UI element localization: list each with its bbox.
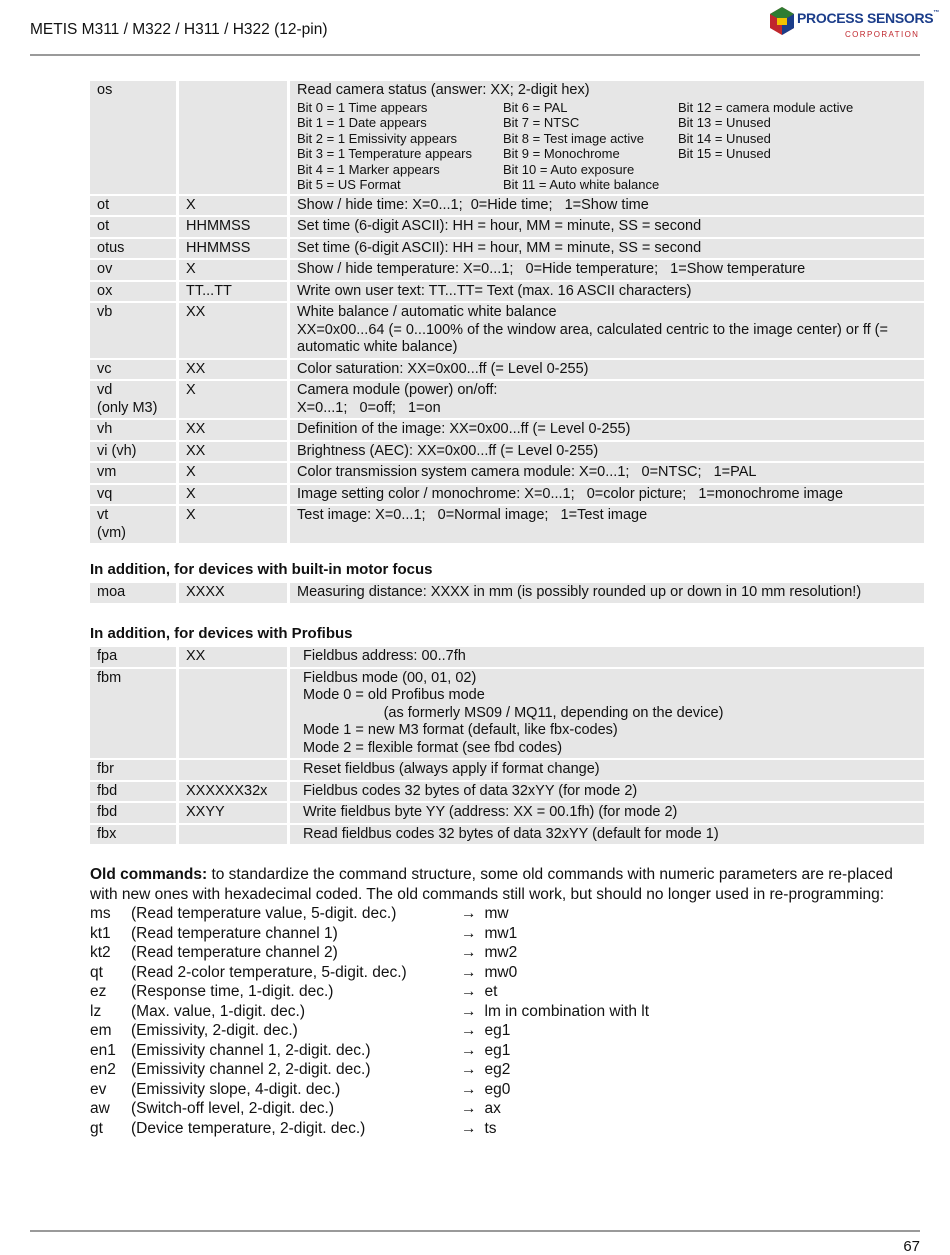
table-row: [90, 420, 924, 440]
command-cell: fbx: [90, 825, 176, 845]
status-bit-label: Bit 14 = Unused: [678, 130, 771, 146]
old-command-desc: (Emissivity slope, 4-digit. dec.): [131, 1080, 341, 1098]
old-command-row: [90, 1060, 920, 1080]
status-bit-label: Bit 13 = Unused: [678, 115, 771, 130]
old-command-row: [90, 1099, 920, 1119]
logo-hexagon-icon: [769, 6, 795, 36]
command-cell: vh: [90, 420, 176, 440]
status-bit-label: Bit 0 = 1 Time appears: [297, 99, 428, 115]
command-cell: ox: [90, 282, 176, 302]
old-command-row: [90, 1080, 920, 1100]
profibus-table: [90, 645, 924, 846]
description-cell: Color saturation: XX=0x00...ff (= Level 0-255): [287, 360, 924, 380]
old-command-desc: (Emissivity channel 1, 2-digit. dec.): [131, 1041, 371, 1059]
command-cell: moa: [90, 583, 176, 603]
old-command-row: [90, 943, 920, 963]
old-command-row: [90, 1021, 920, 1041]
arrow-right-icon: →: [461, 1022, 477, 1039]
status-bit-label: Bit 9 = Monochrome: [503, 146, 620, 161]
new-command-code: eg1: [484, 1022, 511, 1039]
status-bit-label: Bit 2 = 1 Emissivity appears: [297, 130, 458, 146]
description-cell: Read fieldbus codes 32 bytes of data 32xYY (default for mode 1): [287, 825, 924, 845]
status-bit-label: Bit 10 = Auto exposure: [503, 161, 635, 177]
table-row: [90, 825, 924, 845]
status-bit-label: Bit 6 = PAL: [503, 99, 568, 115]
company-logo: [769, 4, 940, 44]
status-bit-label: Bit 8 = Test image active: [503, 130, 645, 146]
description-cell: Fieldbus codes 32 bytes of data 32xYY (for mode 2): [287, 782, 924, 802]
param-cell: TT...TT: [176, 282, 287, 302]
new-command-code: ts: [484, 1119, 497, 1137]
old-command-row: [90, 1002, 920, 1022]
param-cell: XXYY: [176, 803, 287, 823]
description-cell: Write own user text: TT...TT= Text (max. 16 ASCII characters): [287, 282, 924, 302]
arrow-right-icon: →: [461, 944, 477, 961]
command-cell: ot: [90, 196, 176, 216]
logo-wordmark: PROCESS SENSORS™: [797, 10, 940, 26]
command-cell: vb: [90, 303, 176, 358]
command-cell: ov: [90, 260, 176, 280]
description-cell: Set time (6-digit ASCII): HH = hour, MM = minute, SS = second: [287, 239, 924, 259]
command-cell: otus: [90, 239, 176, 259]
command-cell: vi (vh): [90, 442, 176, 462]
old-command-row: [90, 924, 920, 944]
param-cell: XX: [176, 420, 287, 440]
command-cell: vm: [90, 463, 176, 483]
old-command-code: en1: [90, 1041, 116, 1059]
command-cell: fbd: [90, 782, 176, 802]
command-table: [90, 79, 924, 545]
description-cell: Set time (6-digit ASCII): HH = hour, MM = minute, SS = second: [287, 217, 924, 237]
old-command-code: ms: [90, 905, 111, 922]
arrow-right-icon: →: [461, 1041, 477, 1059]
param-cell: [176, 825, 287, 845]
table-row: [90, 485, 924, 505]
new-command-code: mw: [484, 905, 509, 922]
command-cell: vd (only M3): [90, 381, 176, 418]
document-title: METIS M311 / M322 / H311 / H322 (12-pin): [30, 21, 328, 38]
old-command-desc: (Read temperature channel 1): [131, 924, 338, 942]
old-command-desc: (Response time, 1-digit. dec.): [131, 983, 334, 1000]
description-cell: Brightness (AEC): XX=0x00...ff (= Level 0-255): [287, 442, 924, 462]
arrow-right-icon: →: [461, 1080, 477, 1098]
status-bit-label: Bit 11 = Auto white balance: [503, 177, 660, 192]
table-row: [90, 381, 924, 418]
status-bit-label: Bit 4 = 1 Marker appears: [297, 161, 440, 177]
new-command-code: mw0: [484, 963, 518, 981]
table-row: [90, 803, 924, 823]
status-bit-label: Bit 12 = camera module active: [678, 99, 854, 115]
description-cell: Camera module (power) on/off: X=0...1; 0=off; 1=on: [287, 381, 924, 418]
status-bit-label: Bit 5 = US Format: [297, 177, 401, 192]
old-command-code: kt1: [90, 924, 111, 942]
command-cell: vc: [90, 360, 176, 380]
new-command-code: mw2: [484, 944, 518, 961]
description-cell: Color transmission system camera module: X=0...1; 0=NTSC; 1=PAL: [287, 463, 924, 483]
table-row: [90, 303, 924, 358]
description-cell: Reset fieldbus (always apply if format change): [287, 760, 924, 780]
param-cell: X: [176, 381, 287, 418]
arrow-right-icon: →: [461, 963, 477, 981]
description-cell: Measuring distance: XXXX in mm (is possibly rounded up or down in 10 mm resolution!): [287, 583, 924, 603]
footer-divider: [30, 1230, 920, 1232]
old-command-desc: (Emissivity, 2-digit. dec.): [131, 1022, 298, 1039]
old-command-desc: (Device temperature, 2-digit. dec.): [131, 1119, 366, 1137]
param-cell: XX: [176, 647, 287, 667]
page-number: 67: [903, 1238, 920, 1255]
table-row: [90, 282, 924, 302]
old-command-code: aw: [90, 1100, 110, 1117]
command-cell: fbr: [90, 760, 176, 780]
old-command-code: ez: [90, 983, 107, 1000]
table-row: [90, 647, 924, 667]
table-row: [90, 782, 924, 802]
arrow-right-icon: →: [461, 1119, 477, 1137]
old-command-row: [90, 904, 920, 924]
param-cell: XX: [176, 303, 287, 358]
new-command-code: mw1: [484, 924, 518, 942]
description-cell: White balance / automatic white balance XX=0x00...64 (= 0...100% of the window area, calculated centric to the image center) or ff (= automatic white balance): [287, 303, 924, 358]
table-row: [90, 506, 924, 543]
table-row: [90, 81, 924, 194]
arrow-right-icon: →: [461, 1061, 477, 1078]
arrow-right-icon: →: [461, 1002, 477, 1020]
table-row: [90, 760, 924, 780]
description-cell: [287, 81, 924, 194]
description-cell: Image setting color / monochrome: X=0...1; 0=color picture; 1=monochrome image: [287, 485, 924, 505]
param-cell: XX: [176, 442, 287, 462]
description-text: Read camera status (answer: XX; 2-digit hex): [297, 82, 590, 98]
old-command-row: [90, 1119, 920, 1139]
description-cell: Write fieldbus byte YY (address: XX = 00.1fh) (for mode 2): [287, 803, 924, 823]
old-commands-intro: Old commands: to standardize the command structure, some old commands with numeric parameters are re-placed with new ones with hexadecimal coded. The old commands still work, but should no longer used in re-programming:: [90, 866, 893, 903]
description-cell: Definition of the image: XX=0x00...ff (= Level 0-255): [287, 420, 924, 440]
description-cell: Test image: X=0...1; 0=Normal image; 1=Test image: [287, 506, 924, 543]
logo-subtitle: CORPORATION: [845, 30, 920, 39]
old-command-code: en2: [90, 1061, 116, 1078]
arrow-right-icon: →: [461, 924, 477, 942]
table-row: [90, 239, 924, 259]
old-command-row: [90, 1041, 920, 1061]
new-command-code: eg0: [484, 1080, 511, 1098]
old-command-code: kt2: [90, 944, 111, 961]
command-cell: vt (vm): [90, 506, 176, 543]
old-command-desc: (Read temperature value, 5-digit. dec.): [131, 905, 397, 922]
status-bit-label: Bit 7 = NTSC: [503, 115, 580, 130]
arrow-right-icon: →: [461, 983, 477, 1000]
param-cell: X: [176, 463, 287, 483]
new-command-code: eg1: [484, 1041, 511, 1059]
new-command-code: et: [484, 983, 498, 1000]
arrow-right-icon: →: [461, 905, 477, 922]
command-cell: fbm: [90, 669, 176, 759]
table-row: [90, 463, 924, 483]
param-cell: X: [176, 260, 287, 280]
old-command-code: ev: [90, 1080, 107, 1098]
table-row: [90, 669, 924, 759]
param-cell: [176, 669, 287, 759]
table-row: [90, 442, 924, 462]
profibus-section-title: In addition, for devices with Profibus: [90, 625, 353, 642]
old-commands-section: [90, 865, 920, 1138]
table-row: [90, 360, 924, 380]
description-cell: Show / hide time: X=0...1; 0=Hide time; 1=Show time: [287, 196, 924, 216]
motor-section-title: In addition, for devices with built-in motor focus: [90, 561, 433, 578]
param-cell: HHMMSS: [176, 217, 287, 237]
old-command-code: qt: [90, 963, 103, 981]
description-cell: Fieldbus mode (00, 01, 02) Mode 0 = old Profibus mode (as formerly MS09 / MQ11, depending on the device) Mode 1 = new M3 format (default, like fbx-codes) Mode 2 = flexible format (see fbd codes): [287, 669, 924, 759]
command-cell: fbd: [90, 803, 176, 823]
old-commands-list: [90, 904, 920, 1138]
command-cell: os: [90, 81, 176, 194]
old-command-row: [90, 982, 920, 1002]
description-cell: Fieldbus address: 00..7fh: [287, 647, 924, 667]
status-bit-label: Bit 1 = 1 Date appears: [297, 115, 427, 130]
motor-table: [90, 581, 924, 605]
old-command-desc: (Switch-off level, 2-digit. dec.): [131, 1100, 335, 1117]
param-cell: XXXXXX32x: [176, 782, 287, 802]
new-command-code: eg2: [484, 1061, 511, 1078]
arrow-right-icon: →: [461, 1100, 477, 1117]
page-header: [30, 0, 940, 56]
status-bits-grid: [297, 100, 917, 193]
status-bit-label: [678, 177, 917, 193]
param-cell: X: [176, 506, 287, 543]
param-cell: HHMMSS: [176, 239, 287, 259]
param-cell: [176, 81, 287, 194]
description-cell: Show / hide temperature: X=0...1; 0=Hide temperature; 1=Show temperature: [287, 260, 924, 280]
old-command-desc: (Read temperature channel 2): [131, 944, 338, 961]
old-command-desc: (Read 2-color temperature, 5-digit. dec.): [131, 963, 407, 981]
status-bit-label: Bit 15 = Unused: [678, 146, 771, 161]
old-command-desc: (Max. value, 1-digit. dec.): [131, 1002, 306, 1020]
param-cell: XX: [176, 360, 287, 380]
old-command-desc: (Emissivity channel 2, 2-digit. dec.): [131, 1061, 371, 1078]
param-cell: X: [176, 196, 287, 216]
param-cell: X: [176, 485, 287, 505]
param-cell: XXXX: [176, 583, 287, 603]
command-cell: ot: [90, 217, 176, 237]
table-row: [90, 260, 924, 280]
param-cell: [176, 760, 287, 780]
table-row: [90, 583, 924, 603]
old-command-code: em: [90, 1022, 112, 1039]
new-command-code: lm in combination with lt: [484, 1002, 650, 1020]
status-bit-label: Bit 3 = 1 Temperature appears: [297, 146, 473, 161]
table-row: [90, 217, 924, 237]
new-command-code: ax: [484, 1100, 501, 1117]
old-command-code: lz: [90, 1002, 102, 1020]
status-bit-label: [678, 162, 917, 178]
old-command-code: gt: [90, 1119, 103, 1137]
command-cell: fpa: [90, 647, 176, 667]
old-command-row: [90, 963, 920, 983]
table-row: [90, 196, 924, 216]
command-cell: vq: [90, 485, 176, 505]
